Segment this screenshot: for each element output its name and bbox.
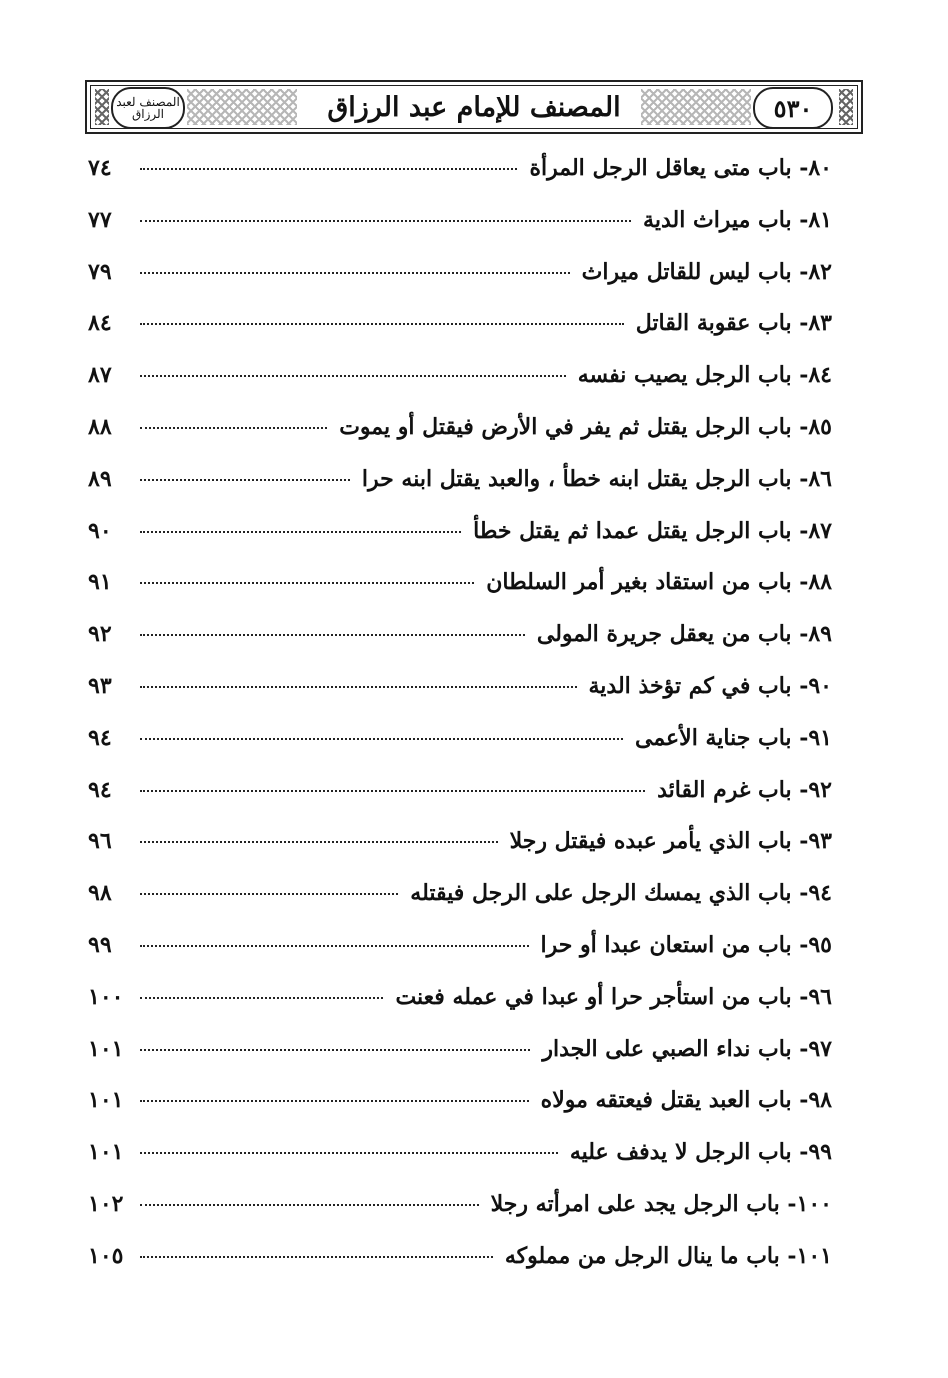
- dot-leader: [140, 633, 525, 636]
- toc-entry: [88, 1087, 832, 1139]
- dot-leader: [140, 892, 398, 895]
- dot-leader: [140, 1048, 530, 1051]
- toc-entry-label: ٩٥- باب من استعان عبدا أو حرا: [540, 931, 832, 958]
- toc-entry-page: ٧٩: [88, 258, 112, 285]
- toc-entry-page: ١٠٥: [88, 1242, 124, 1269]
- dot-leader: [140, 581, 474, 584]
- toc-entry-label: ١٠١- باب ما ينال الرجل من مملوكه: [504, 1242, 832, 1269]
- page-header: [85, 80, 863, 134]
- ornament-left-band: [187, 89, 297, 125]
- toc-entry-page: ٩٢: [88, 621, 112, 648]
- toc-entry-label: ٨٤- باب الرجل يصيب نفسه: [577, 362, 832, 389]
- toc-entry-label: ٩٠- باب في كم تؤخذ الدية: [588, 672, 832, 699]
- dot-leader: [140, 789, 645, 792]
- toc-entry-label: ٨٠- باب متى يعاقل الرجل المرأة: [529, 155, 832, 181]
- dot-leader: [140, 426, 327, 429]
- toc-entry: [88, 362, 832, 414]
- toc-entry: [88, 621, 832, 673]
- toc-entry-page: ٨٧: [88, 362, 112, 389]
- toc-entry-page: ٩٤: [88, 724, 112, 751]
- toc-entry: [88, 1139, 832, 1191]
- dot-leader: [140, 1099, 529, 1102]
- dot-leader: [140, 1255, 493, 1258]
- toc-entry-page: ٩٤: [88, 776, 112, 803]
- toc-entry-label: ٨٧- باب الرجل يقتل عمدا ثم يقتل خطأ: [473, 517, 832, 544]
- toc-entry-label: ٩٨- باب العبد يقتل فيعتقه مولاه: [540, 1087, 832, 1114]
- dot-leader: [140, 167, 517, 170]
- toc-entry: [88, 569, 832, 621]
- dot-leader: [140, 219, 631, 222]
- toc-entry-label: ٩٣- باب الذي يأمر عبده فيقتل رجلا: [509, 828, 832, 855]
- toc-entry: [88, 518, 832, 570]
- book-medallion: [111, 87, 185, 129]
- toc-entry: [88, 673, 832, 725]
- toc-entry-label: ٨٩- باب من يعقل جريرة المولى: [536, 621, 832, 648]
- running-title: المصنف للإمام عبد الرزاق: [327, 92, 621, 123]
- ornament-right-band: [641, 89, 751, 125]
- toc-entry-label: ٨١- باب ميراث الدية: [643, 206, 832, 233]
- toc-entry: [88, 932, 832, 984]
- medallion-text: المصنف لعبد الرزاق: [116, 95, 180, 121]
- toc-entry: [88, 828, 832, 880]
- toc-entry-label: ٩٩- باب الرجل لا يدفف عليه: [569, 1139, 832, 1166]
- toc-entry-page: ٨٤: [88, 310, 112, 337]
- toc-entry-page: ١٠٢: [88, 1190, 124, 1217]
- dot-leader: [140, 1203, 479, 1206]
- toc-entry: [88, 880, 832, 932]
- toc-entry-page: ١٠٠: [88, 983, 124, 1010]
- toc-entry: [88, 207, 832, 259]
- toc-entry-page: ١٠١: [88, 1035, 124, 1062]
- toc-entry: [88, 466, 832, 518]
- toc-entry: [88, 414, 832, 466]
- toc-entry: [88, 155, 832, 207]
- toc-entry-page: ٩٦: [88, 828, 112, 855]
- dot-leader: [140, 271, 570, 274]
- toc-entry: [88, 1243, 832, 1295]
- toc-entry-page: ٩١: [88, 569, 112, 596]
- dot-leader: [140, 840, 498, 843]
- ornament-left-edge: [95, 89, 109, 125]
- toc-entry: [88, 259, 832, 311]
- toc-entry-page: ٩٠: [88, 517, 112, 544]
- table-of-contents: [88, 155, 832, 1295]
- toc-entry-label: ١٠٠- باب الرجل يجد على امرأته رجلا: [490, 1190, 832, 1217]
- toc-entry-page: ٨٨: [88, 413, 112, 440]
- toc-entry-label: ٨٣- باب عقوبة القاتل: [635, 310, 832, 337]
- toc-entry-label: ٨٦- باب الرجل يقتل ابنه خطأ ، والعبد يقتل ابنه حرا: [361, 465, 832, 492]
- toc-entry-label: ٩١- باب جناية الأعمى: [635, 724, 832, 751]
- ornament-right-edge: [839, 89, 853, 125]
- dot-leader: [140, 374, 566, 377]
- toc-entry-label: ٩٢- باب غرم القائد: [657, 776, 832, 803]
- toc-entry-page: ٩٩: [88, 931, 112, 958]
- toc-entry-label: ٩٧- باب نداء الصبي على الجدار: [542, 1035, 832, 1062]
- dot-leader: [140, 530, 461, 533]
- dot-leader: [140, 996, 383, 999]
- toc-entry-page: ١٠١: [88, 1087, 124, 1114]
- dot-leader: [140, 478, 350, 481]
- page-number-badge: [753, 87, 833, 129]
- toc-entry: [88, 725, 832, 777]
- toc-entry: [88, 984, 832, 1036]
- toc-entry-page: ٧٤: [88, 155, 112, 181]
- toc-entry-label: ٩٤- باب الذي يمسك الرجل على الرجل فيقتله: [410, 880, 832, 907]
- dot-leader: [140, 1151, 558, 1154]
- toc-entry-label: ٨٥- باب الرجل يقتل ثم يفر في الأرض فيقتل أو يموت: [339, 413, 832, 440]
- toc-entry: [88, 1191, 832, 1243]
- toc-entry-page: ٨٩: [88, 465, 112, 492]
- toc-entry: [88, 310, 832, 362]
- toc-entry-label: ٨٨- باب من استقاد بغير أمر السلطان: [486, 569, 832, 596]
- dot-leader: [140, 685, 577, 688]
- toc-entry-page: ٩٨: [88, 880, 112, 907]
- dot-leader: [140, 737, 623, 740]
- toc-entry-label: ٨٢- باب ليس للقاتل ميراث: [581, 258, 832, 285]
- page-number: ٥٣٠: [773, 93, 813, 123]
- toc-entry-label: ٩٦- باب من استأجر حرا أو عبدا في عمله فعنت: [395, 983, 832, 1010]
- toc-entry: [88, 1036, 832, 1088]
- toc-entry-page: ١٠١: [88, 1139, 124, 1166]
- toc-entry-page: ٧٧: [88, 206, 112, 233]
- toc-entry: [88, 777, 832, 829]
- toc-entry-page: ٩٣: [88, 672, 112, 699]
- dot-leader: [140, 322, 624, 325]
- dot-leader: [140, 944, 529, 947]
